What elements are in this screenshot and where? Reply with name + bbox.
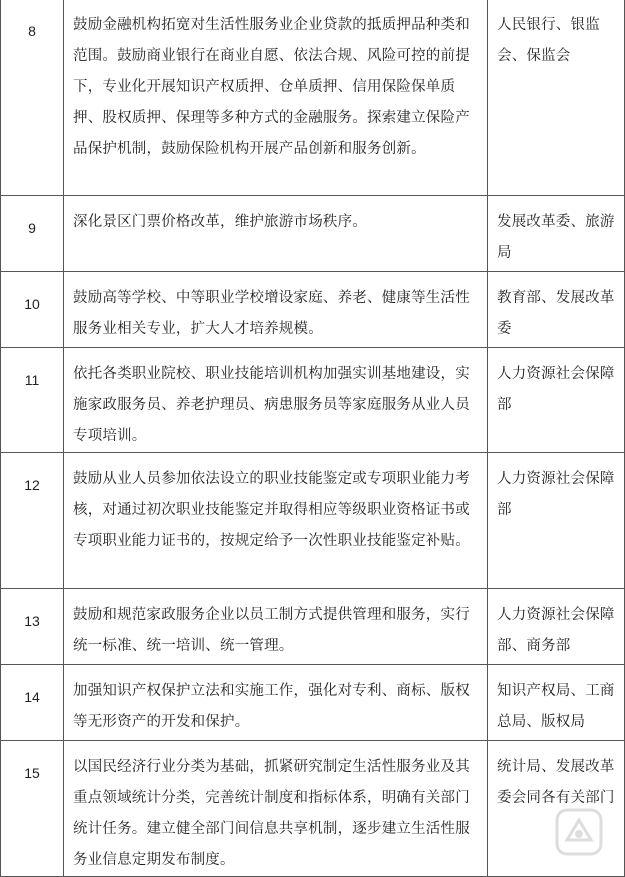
responsible-department: 人力资源社会保障部、商务部 <box>497 607 615 654</box>
responsible-department: 统计局、发展改革委会同各有关部门 <box>497 759 615 806</box>
responsible-department: 教育部、发展改革委 <box>497 290 615 337</box>
table-row <box>1 741 625 877</box>
task-content: 深化景区门票价格改革，维护旅游市场秩序。 <box>73 214 367 230</box>
task-content: 鼓励和规范家政服务企业以员工制方式提供管理和服务，实行统一标准、统一培训、统一管理。 <box>73 607 470 654</box>
table-row <box>1 589 625 665</box>
task-content: 鼓励金融机构拓宽对生活性服务业企业贷款的抵质押品种类和范围。鼓励商业银行在商业自愿、依法合规、风险可控的前提下，专业化开展知识产权质押、仓单质押、信用保险保单质押、股权质押、保理等多种方式的金融服务。探索建立保险产品保护机制，鼓励保险机构开展产品创新和服务创新。 <box>73 17 470 157</box>
row-number: 14 <box>1 665 64 741</box>
task-content: 鼓励高等学校、中等职业学校增设家庭、养老、健康等生活性服务业相关专业，扩大人才培养规模。 <box>73 290 470 337</box>
row-number: 12 <box>1 453 64 589</box>
row-number: 13 <box>1 589 64 665</box>
table-row <box>1 272 625 348</box>
row-number: 15 <box>1 741 64 877</box>
task-content: 加强知识产权保护立法和实施工作，强化对专利、商标、版权等无形资产的开发和保护。 <box>73 683 470 730</box>
task-content: 鼓励从业人员参加依法设立的职业技能鉴定或专项职业能力考核，对通过初次职业技能鉴定并取得相应等级职业资格证书或专项职业能力证书的，按规定给予一次性职业技能鉴定补贴。 <box>73 471 470 549</box>
responsible-department: 知识产权局、工商总局、版权局 <box>497 683 615 730</box>
watermark-logo-icon <box>537 804 617 860</box>
table-row <box>1 453 625 589</box>
table-row <box>1 665 625 741</box>
responsible-department: 人民银行、银监会、保监会 <box>497 17 600 64</box>
table-row <box>1 196 625 272</box>
row-number: 11 <box>1 348 64 453</box>
row-number: 10 <box>1 272 64 348</box>
responsible-department: 发展改革委、旅游局 <box>497 214 615 261</box>
table-row <box>1 348 625 453</box>
responsible-department: 人力资源社会保障部 <box>497 366 615 413</box>
row-number: 8 <box>1 0 64 196</box>
task-content: 依托各类职业院校、职业技能培训机构加强实训基地建设，实施家政服务员、养老护理员、病患服务员等家庭服务从业人员专项培训。 <box>73 366 470 444</box>
task-content: 以国民经济行业分类为基础，抓紧研究制定生活性服务业及其重点领域统计分类，完善统计制度和指标体系，明确有关部门统计任务。建立健全部门间信息共享机制，逐步建立生活性服务业信息定期发布制度。 <box>73 759 470 868</box>
table-row <box>1 0 625 196</box>
responsible-department: 人力资源社会保障部 <box>497 471 615 518</box>
row-number: 9 <box>1 196 64 272</box>
